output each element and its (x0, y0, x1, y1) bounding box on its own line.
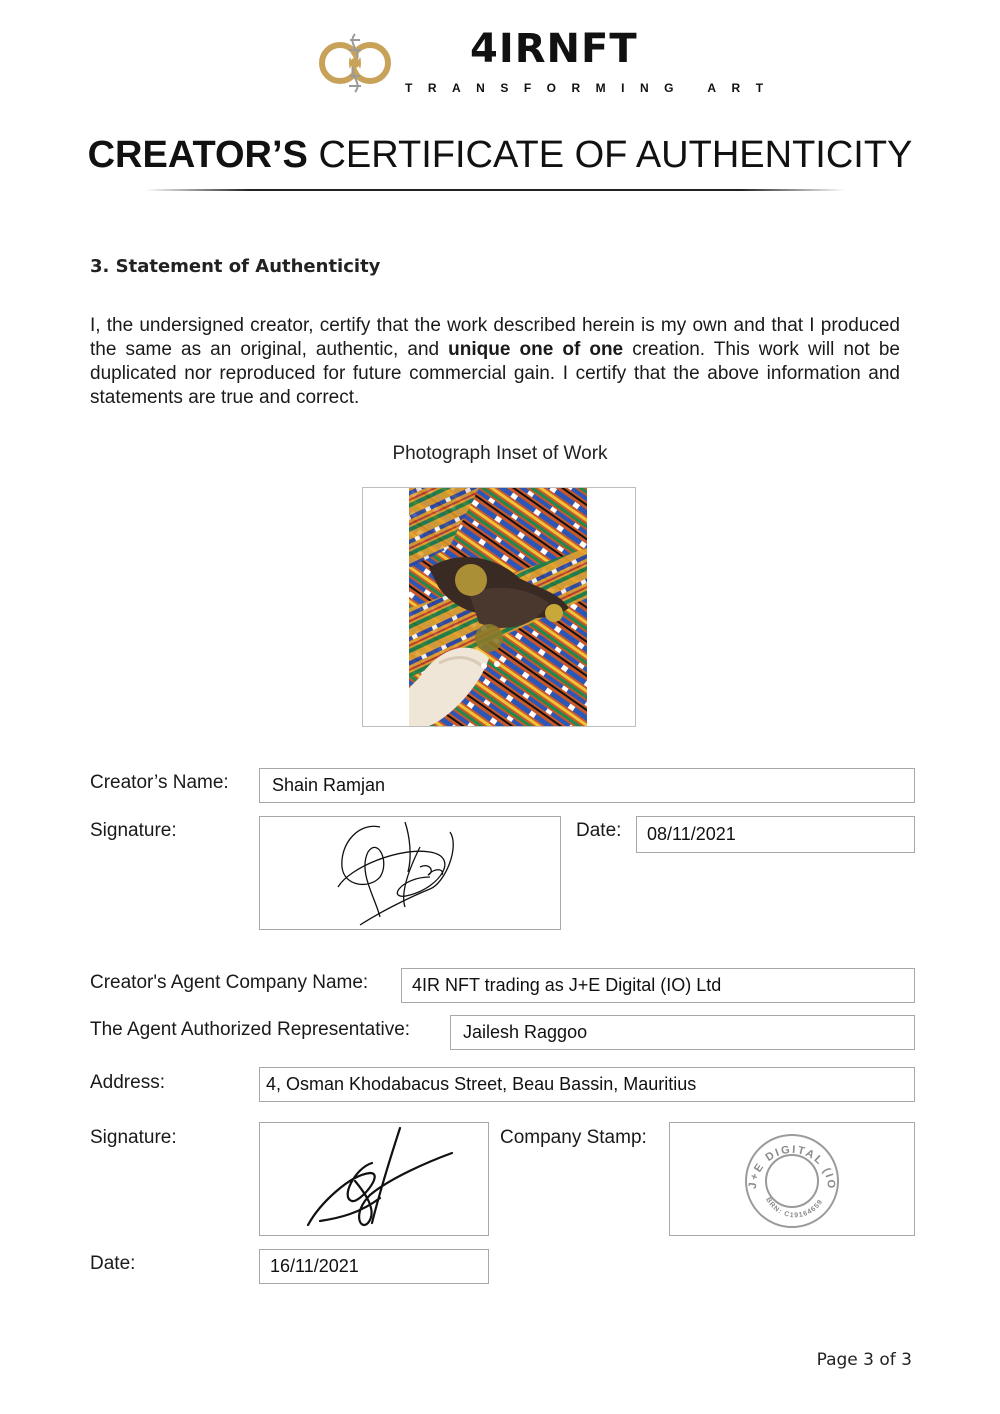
agent-date-label: Date: (90, 1253, 136, 1274)
statement-part2: creation. This work will not be duplicated nor reproduced for future commercial gain. I certify that the above information and statements are true and correct. (90, 339, 901, 408)
creator-signature-icon (260, 817, 560, 929)
brand-tagline: TRANSFORMING ART (405, 81, 779, 95)
title-rest-part: CERTIFICATE OF AUTHENTICITY (318, 134, 913, 176)
creator-name-label: Creator’s Name: (90, 772, 229, 793)
agent-signature-label: Signature: (90, 1127, 177, 1148)
agent-date-field[interactable]: 16/11/2021 (259, 1249, 489, 1284)
document-title (0, 134, 1000, 177)
agent-address-label: Address: (90, 1072, 165, 1093)
svg-text:BRN: C19164659: BRN: C19164659 (764, 1196, 825, 1220)
agent-stamp-label: Company Stamp: (500, 1127, 647, 1148)
title-bold-part: CREATOR’S (87, 134, 308, 176)
inset-caption: Photograph Inset of Work (392, 443, 608, 464)
agent-company-label: Creator's Agent Company Name: (90, 972, 369, 993)
company-stamp-icon (670, 1123, 914, 1235)
creator-date-label: Date: (576, 820, 622, 841)
agent-representative-field[interactable]: Jailesh Raggoo (450, 1015, 915, 1050)
statement-paragraph (90, 314, 900, 410)
agent-signature-box[interactable] (259, 1122, 489, 1236)
artwork-photo (409, 488, 587, 726)
creator-signature-label: Signature: (90, 820, 177, 841)
section-heading: 3. Statement of Authenticity (90, 256, 381, 277)
agent-address-field[interactable]: 4, Osman Khodabacus Street, Beau Bassin, Mauritius (259, 1067, 915, 1102)
creator-signature-box[interactable] (259, 816, 561, 930)
agent-representative-label: The Agent Authorized Representative: (90, 1019, 411, 1040)
statement-bold: unique one of one (448, 339, 624, 360)
page-number: Page 3 of 3 (816, 1350, 912, 1370)
creator-name-field[interactable]: Shain Ramjan (259, 768, 915, 803)
svg-text:J+E DIGITAL (IO) LTD: J+E DIGITAL (IO (746, 1143, 838, 1191)
brand-name: 4IRNFT (470, 26, 638, 72)
title-divider (145, 189, 845, 191)
company-stamp-box[interactable] (669, 1122, 915, 1236)
creator-date-field[interactable]: 08/11/2021 (636, 816, 915, 853)
brand-logo-icon (316, 24, 394, 102)
agent-company-field[interactable]: 4IR NFT trading as J+E Digital (IO) Ltd (401, 968, 915, 1003)
statement-part1: I, the undersigned creator, certify that the work described herein is my own and that I produced the same as an original, authentic, and (90, 315, 900, 360)
agent-signature-icon (260, 1123, 488, 1235)
